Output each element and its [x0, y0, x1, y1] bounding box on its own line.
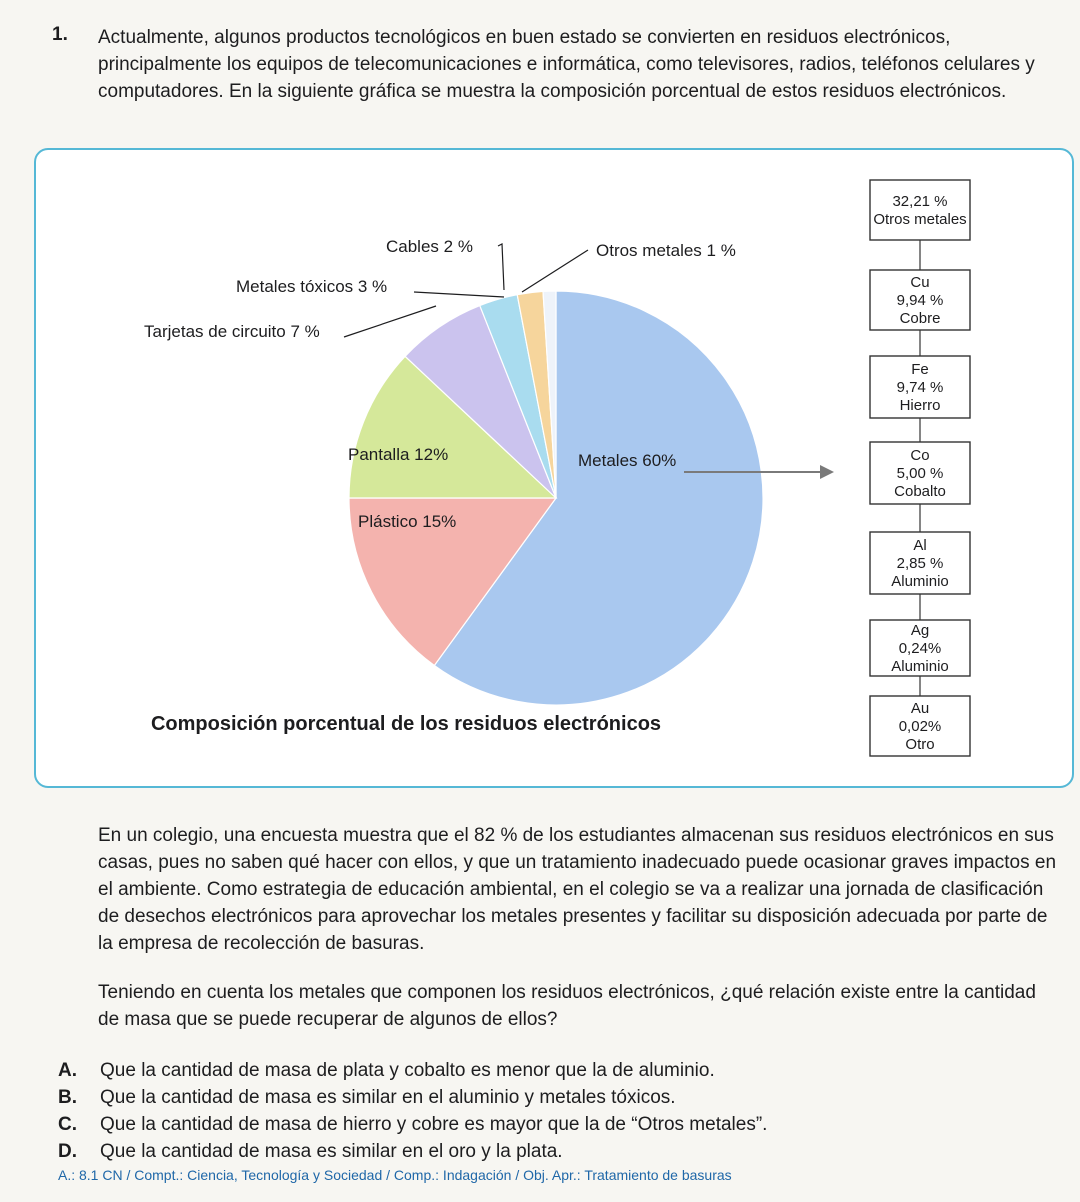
- metal-box-al: [870, 532, 970, 594]
- option-text: Que la cantidad de masa es similar en el oro y la plata.: [100, 1141, 563, 1162]
- metal-symbol: Au: [910, 700, 930, 717]
- option-letter: C.: [58, 1114, 77, 1135]
- slice-label-pantalla: Pantalla 12%: [348, 445, 449, 464]
- question-intro: Actualmente, algunos productos tecnológicos en buen estado se convierten en residuos electrónicos, principalmente los equipos de telecomunicaciones e informática, como televisores, radios, teléfonos celulares y computadores. En la siguiente gráfica se muestra la composición porcentual de estos residuos electrónicos.: [98, 27, 1035, 102]
- composition-chart: [36, 150, 1076, 790]
- leader-line-cables: [498, 244, 504, 290]
- answer-options: [58, 1057, 1058, 1165]
- curriculum-footer: A.: 8.1 CN / Compt.: Ciencia, Tecnología y Sociedad / Comp.: Indagación / Obj. Apr.: Tratamiento de basuras: [58, 1167, 732, 1183]
- metal-symbol: Fe: [911, 361, 929, 378]
- chart-title: Composición porcentual de los residuos electrónicos: [150, 713, 662, 735]
- metal-name: Otros metales: [873, 211, 967, 228]
- option-c[interactable]: [58, 1111, 1058, 1138]
- metal-percent: 0,24%: [898, 640, 942, 657]
- option-a[interactable]: [58, 1057, 1058, 1084]
- metal-symbol: Al: [913, 537, 927, 554]
- chart-figure: [34, 148, 1074, 788]
- slice-label-tarjetas-de-circuito: Tarjetas de circuito 7 %: [144, 322, 320, 341]
- leader-line-metales-toxicos: [414, 292, 504, 297]
- slice-label-otros-metales: Otros metales 1 %: [596, 241, 736, 260]
- metal-name: Cobre: [899, 310, 941, 327]
- metal-name: Aluminio: [891, 658, 949, 675]
- question-prompt: Teniendo en cuenta los metales que componen los residuos electrónicos, ¿qué relación existe entre la cantidad de masa que se puede recuperar de algunos de ellos?: [98, 982, 1036, 1030]
- metal-box-co: [870, 442, 970, 504]
- option-text: Que la cantidad de masa de hierro y cobre es mayor que la de “Otros metales”.: [100, 1114, 768, 1135]
- option-text: Que la cantidad de masa es similar en el aluminio y metales tóxicos.: [100, 1087, 676, 1108]
- slice-label-plastico: Plástico 15%: [358, 512, 457, 531]
- metal-symbol: Co: [910, 447, 930, 464]
- metals-arrowhead: [820, 465, 834, 479]
- option-text: Que la cantidad de masa de plata y cobalto es menor que la de aluminio.: [100, 1060, 715, 1081]
- metal-box-fe: [870, 356, 970, 418]
- slice-label-metales: Metales 60%: [578, 451, 677, 470]
- leader-line-tarjetas-de-circuito: [344, 306, 436, 337]
- metal-percent: 9,74 %: [896, 379, 944, 396]
- metal-symbol: Ag: [910, 622, 930, 639]
- metal-name: Otro: [905, 736, 935, 753]
- metal-name: Cobalto: [894, 483, 946, 500]
- metal-name: Aluminio: [891, 573, 949, 590]
- slice-label-cables: Cables 2 %: [386, 237, 473, 256]
- option-letter: D.: [58, 1141, 77, 1162]
- context-paragraph: En un colegio, una encuesta muestra que el 82 % de los estudiantes almacenan sus residuos electrónicos en sus casas, pues no saben qué hacer con ellos, y que un tratamiento inadecuado puede ocasionar graves impactos en el ambiente. Como estrategia de educación ambiental, en el colegio se va a realizar una jornada de clasificación de desechos electrónicos para aprovechar los metales presentes y facilitar su disposición adecuada por parte de la empresa de recolección de basuras.: [98, 825, 1057, 954]
- question-number: 1.: [52, 24, 68, 45]
- metal-box-ag: [870, 620, 970, 676]
- metal-percent: 5,00 %: [896, 465, 944, 482]
- metal-percent: 2,85 %: [896, 555, 944, 572]
- metal-percent: 32,21 %: [892, 193, 948, 210]
- metal-box-cu: [870, 270, 970, 330]
- leader-line-otros-metales: [522, 250, 588, 292]
- metal-symbol: Cu: [910, 274, 930, 291]
- metal-percent: 0,02%: [898, 718, 942, 735]
- metal-name: Hierro: [899, 397, 941, 414]
- metal-box-au: [870, 696, 970, 756]
- option-d[interactable]: [58, 1138, 1058, 1165]
- metal-box-otros-metales: [870, 180, 970, 240]
- metal-box-frame: [870, 180, 970, 240]
- option-letter: B.: [58, 1087, 77, 1108]
- slice-label-metales-toxicos: Metales tóxicos 3 %: [236, 277, 388, 296]
- option-b[interactable]: [58, 1084, 1058, 1111]
- metal-percent: 9,94 %: [896, 292, 944, 309]
- option-letter: A.: [58, 1060, 77, 1081]
